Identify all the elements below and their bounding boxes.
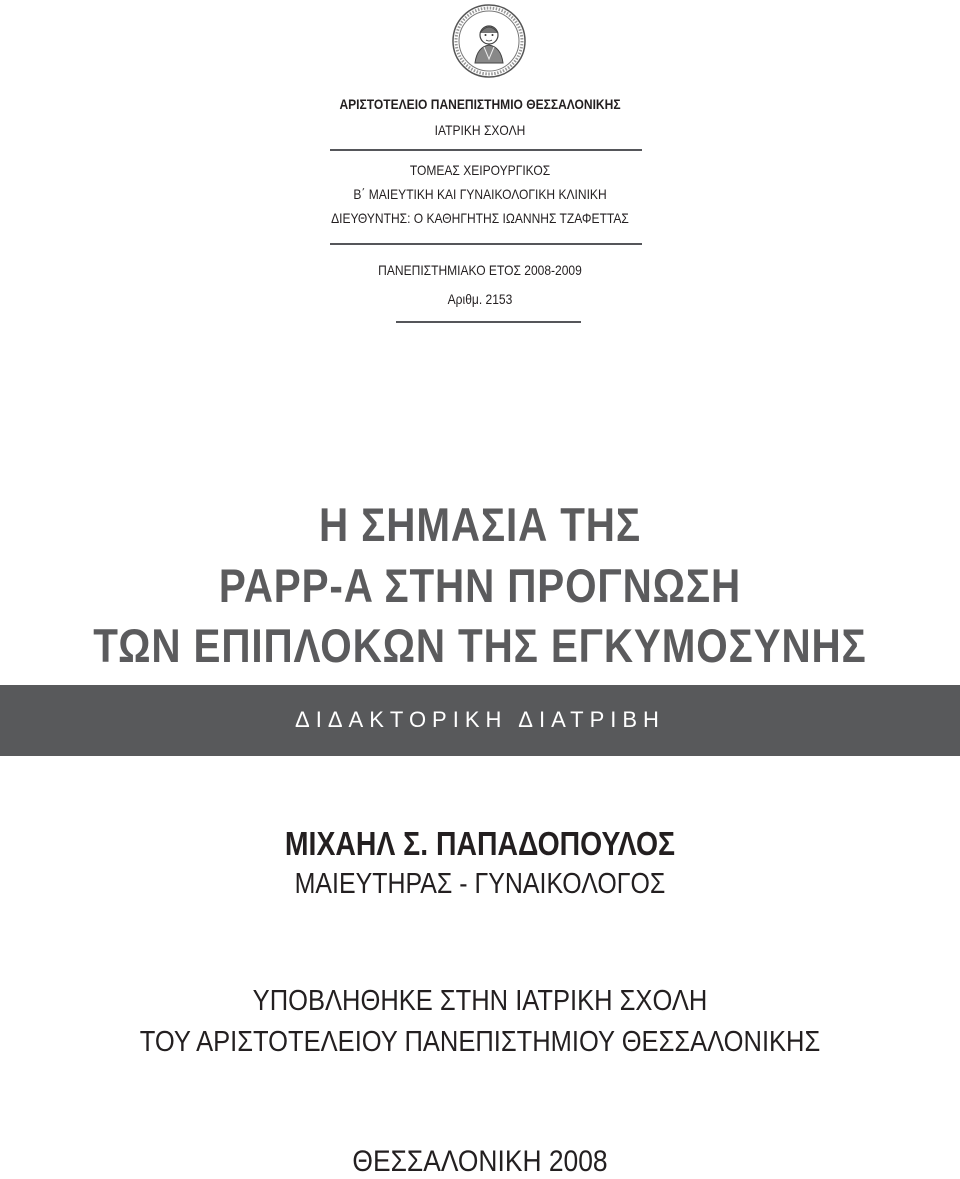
clinic-name: Β΄ ΜΑΙΕΥΤΙΚΗ ΚΑΙ ΓΥΝΑΙΚΟΛΟΓΙΚΗ ΚΛΙΝΙΚΗ xyxy=(353,186,607,202)
university-seal-icon xyxy=(451,3,527,79)
divider xyxy=(330,149,642,151)
divider xyxy=(330,243,642,245)
place-year: ΘΕΣΣΑΛΟΝΙΚΗ 2008 xyxy=(352,1145,608,1178)
submitted-line-2: ΤΟΥ ΑΡΙΣΤΟΤΕΛΕΙΟΥ ΠΑΝΕΠΙΣΤΗΜΙΟΥ ΘΕΣΣΑΛΟΝΙΚΗΣ xyxy=(139,1026,821,1058)
thesis-title-line-1: Η ΣΗΜΑΣΙΑ ΤΗΣ xyxy=(319,498,641,551)
department-name: ΤΟΜΕΑΣ ΧΕΙΡΟΥΡΓΙΚΟΣ xyxy=(409,162,551,178)
divider xyxy=(396,321,581,323)
academic-year: ΠΑΝΕΠΙΣΤΗΜΙΑΚΟ ΕΤΟΣ 2008-2009 xyxy=(378,262,582,278)
thesis-type-band xyxy=(0,685,960,756)
author-name: ΜΙΧΑΗΛ Σ. ΠΑΠΑΔΟΠΟΥΛΟΣ xyxy=(284,825,676,862)
submitted-line-1: ΥΠΟΒΛΗΘΗΚΕ ΣΤΗΝ ΙΑΤΡΙΚΗ ΣΧΟΛΗ xyxy=(252,985,708,1017)
author-role: ΜΑΙΕΥΤΗΡΑΣ - ΓΥΝΑΙΚΟΛΟΓΟΣ xyxy=(294,868,666,900)
thesis-type: ΔΙΔΑΚΤΟΡΙΚΗ ΔΙΑΤΡΙΒΗ xyxy=(295,707,665,732)
director-line: ΔΙΕΥΘΥΝΤΗΣ: Ο ΚΑΘΗΓΗΤΗΣ ΙΩΑΝΝΗΣ ΤΖΑΦΕΤΤΑΣ xyxy=(331,210,629,226)
university-name: ΑΡΙΣΤΟΤΕΛΕΙΟ ΠΑΝΕΠΙΣΤΗΜΙΟ ΘΕΣΣΑΛΟΝΙΚΗΣ xyxy=(339,96,621,112)
school-name: ΙΑΤΡΙΚΗ ΣΧΟΛΗ xyxy=(434,122,526,138)
thesis-number: Αριθμ. 2153 xyxy=(447,291,513,307)
thesis-title-line-3: ΤΩΝ ΕΠΙΠΛΟΚΩΝ ΤΗΣ ΕΓΚΥΜΟΣΥΝΗΣ xyxy=(93,619,867,672)
thesis-title-line-2: PAPP-A ΣΤΗΝ ΠΡΟΓΝΩΣΗ xyxy=(218,559,742,612)
